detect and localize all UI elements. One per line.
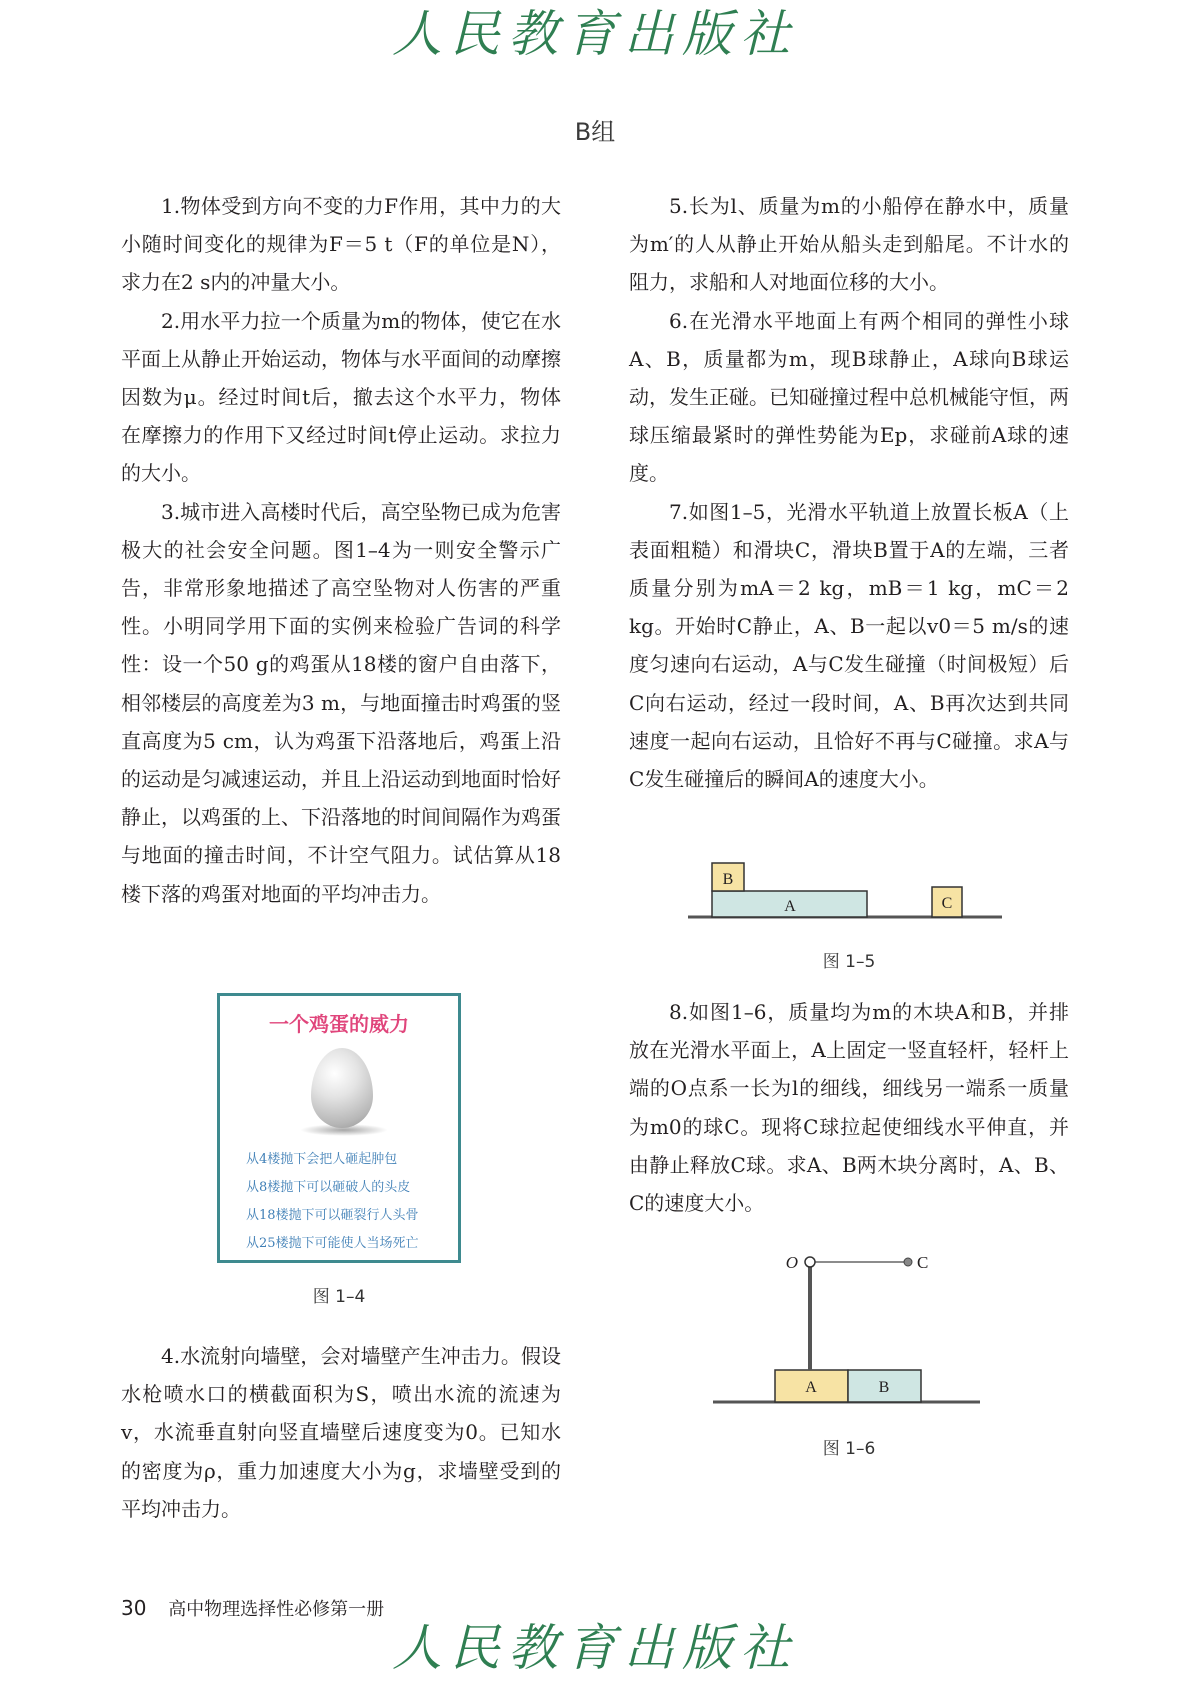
figure-1-5 [680,855,1010,925]
figure-1-4-caption: 图 1–4 [312,1287,366,1307]
poster-lines [246,1146,446,1258]
left-column [121,187,561,913]
poster-title: 一个鸡蛋的威力 [269,1012,409,1036]
poster-line: 从4楼抛下会把人砸起肿包 [246,1152,398,1167]
label-a: A [784,898,796,915]
problem-4: 4.水流射向墙壁，会对墙壁产生冲击力。假设水枪喷水口的横截面积为S，喷出水流的流速为v，水流垂直射向竖直墙壁后速度变为0。已知水的密度为ρ，重力加速度大小为g，求墙壁受到的平均冲击力。 [121,1344,561,1521]
problem-3: 3.城市进入高楼时代后，高空坠物已成为危害极大的社会安全问题。图1–4为一则安全警示广告，非常形象地描述了高空坠物对人伤害的严重性。小明同学用下面的实例来检验广告词的科学性：设一个50 g的鸡蛋从18楼的窗户自由落下，相邻楼层的高度差为3 m，与地面撞击时鸡蛋的竖直高度为5 cm，认为鸡蛋下沿落地后，鸡蛋上沿的运动是匀减速运动，并且上沿运动到地面时恰好静止，以鸡蛋的上、下沿落地的时间间隔作为鸡蛋与地面的撞击时间，不计空气阻力。试估算从18楼下落的鸡蛋对地面的平均冲击力。 [121,499,561,906]
figure-1-5-caption: 图 1–5 [822,952,876,972]
right-column-bottom [629,993,1069,1222]
label-c: C [917,1253,929,1272]
label-b: B [878,1379,890,1396]
label-c: C [941,895,953,912]
problem-2: 2.用水平力拉一个质量为m的物体，使它在水平面上从静止开始运动，物体与水平面间的动摩擦因数为μ。经过时间t后，撤去这个水平力，物体在摩擦力的作用下又经过时间t停止运动。求拉力的大小。 [121,308,561,486]
problem-6: 6.在光滑水平地面上有两个相同的弹性小球A、B，质量都为m，现B球静止，A球向B球运动，发生正碰。已知碰撞过程中总机械能守恒，两球压缩最紧时的弹性势能为Ep，求碰前A球的速度。 [629,308,1069,486]
label-b: B [722,871,734,888]
figure-1-6 [700,1240,990,1410]
problem-8: 8.如图1–6，质量均为m的木块A和B，并排放在光滑水平面上，A上固定一竖直轻杆，轻杆上端的O点系一长为l的细线，细线另一端系一质量为m0的球C。现将C球拉起使细线水平伸直，并由静止释放C球。求A、B两木块分离时，A、B、C的速度大小。 [629,1000,1069,1216]
poster-line: 从8楼抛下可以砸破人的头皮 [246,1180,411,1195]
problem-7: 7.如图1–5，光滑水平轨道上放置长板A（上表面粗糙）和滑块C，滑块B置于A的左端，三者质量分别为mA＝2 kg，mB＝1 kg，mC＝2 kg。开始时C静止，A、B一起以v0＝5 m/s的速度匀速向右运动，A与C发生碰撞（时间极短）后C向右运动，经过一段时间，A、B再次达到共同速度一起向右运动，且恰好不再与C碰撞。求A与C发生碰撞后的瞬间A的速度大小。 [629,499,1069,792]
publisher-watermark-top: 人民教育出版社 [392,5,798,63]
egg-warning-poster [217,993,461,1263]
ball-c [904,1258,912,1266]
problem-1: 1.物体受到方向不变的力F作用，其中力的大小随时间变化的规律为F＝5 t（F的单位是N），求力在2 s内的冲量大小。 [121,194,561,295]
pivot-o [805,1257,815,1267]
figure-1-6-caption: 图 1–6 [822,1439,876,1459]
right-column [629,187,1069,798]
label-o: O [785,1253,798,1272]
egg-icon [311,1048,373,1128]
book-title: 高中物理选择性必修第一册 [168,1599,385,1620]
poster-line: 从25楼抛下可能使人当场死亡 [246,1236,419,1251]
problem-5: 5.长为l、质量为m的小船停在静水中，质量为m′的人从静止开始从船头走到船尾。不计水的阻力，求船和人对地面位移的大小。 [629,194,1069,295]
label-a: A [805,1379,817,1396]
poster-line: 从18楼抛下可以砸裂行人头骨 [246,1208,419,1223]
group-title: B组 [574,118,616,146]
page-number: 30 [121,1596,147,1620]
left-column-bottom [121,1337,561,1528]
publisher-watermark-bottom: 人民教育出版社 [392,1619,798,1677]
